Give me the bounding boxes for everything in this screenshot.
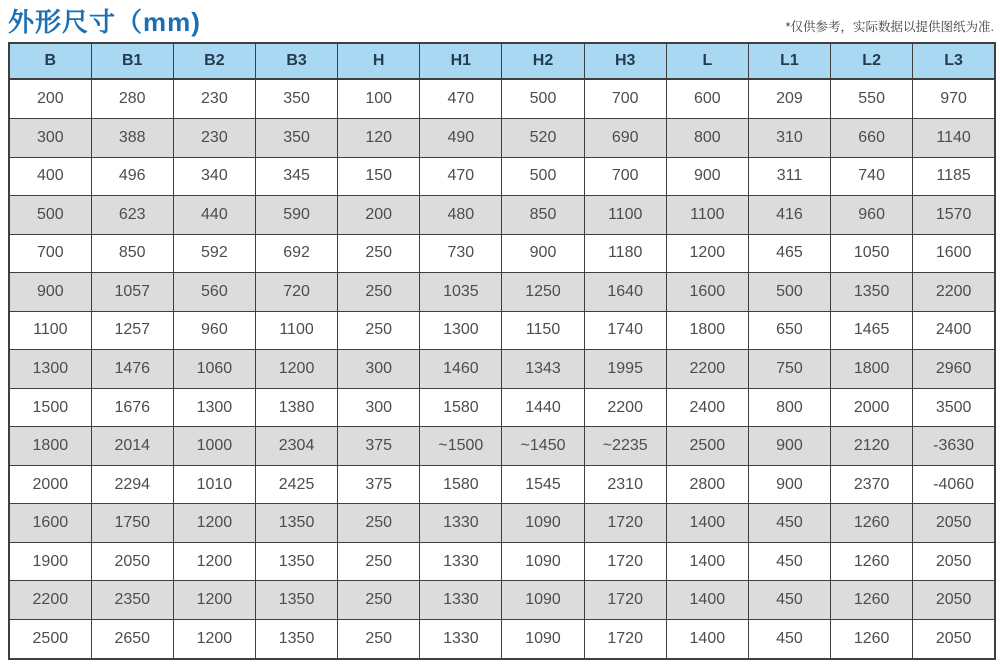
table-cell: 250 — [338, 234, 420, 273]
table-cell: 1500 — [9, 388, 91, 427]
table-cell: 496 — [91, 157, 173, 196]
table-cell: 2800 — [666, 465, 748, 504]
table-cell: 1350 — [255, 619, 337, 659]
table-cell: 900 — [666, 157, 748, 196]
table-cell: 1580 — [420, 388, 502, 427]
table-cell: 2050 — [913, 542, 995, 581]
table-cell: 200 — [9, 79, 91, 119]
table-cell: 1200 — [173, 581, 255, 620]
table-cell: 2960 — [913, 350, 995, 389]
table-cell: 1995 — [584, 350, 666, 389]
table-cell: 250 — [338, 273, 420, 312]
table-cell: 120 — [338, 119, 420, 158]
table-cell: 250 — [338, 619, 420, 659]
table-cell: 1090 — [502, 619, 584, 659]
table-cell: 300 — [9, 119, 91, 158]
table-cell: 1720 — [584, 542, 666, 581]
table-cell: 700 — [584, 157, 666, 196]
table-cell: 1720 — [584, 504, 666, 543]
table-cell: 900 — [502, 234, 584, 273]
table-cell: 1580 — [420, 465, 502, 504]
table-cell: 450 — [748, 619, 830, 659]
table-cell: 1300 — [9, 350, 91, 389]
table-cell: 230 — [173, 119, 255, 158]
table-cell: 1260 — [831, 504, 913, 543]
column-header-B: B — [9, 43, 91, 79]
table-cell: 450 — [748, 504, 830, 543]
table-row — [9, 619, 995, 659]
dimensions-table — [8, 42, 996, 660]
table-cell: 1200 — [173, 504, 255, 543]
table-cell: 970 — [913, 79, 995, 119]
table-cell: 209 — [748, 79, 830, 119]
table-cell: 500 — [502, 157, 584, 196]
table-cell: 1180 — [584, 234, 666, 273]
table-row — [9, 311, 995, 350]
table-cell: 465 — [748, 234, 830, 273]
table-cell: 660 — [831, 119, 913, 158]
table-cell: 600 — [666, 79, 748, 119]
column-header-H3: H3 — [584, 43, 666, 79]
column-header-L: L — [666, 43, 748, 79]
table-cell: 560 — [173, 273, 255, 312]
table-cell: 1330 — [420, 504, 502, 543]
table-cell: 1050 — [831, 234, 913, 273]
table-cell: 2200 — [584, 388, 666, 427]
table-cell: 592 — [173, 234, 255, 273]
table-cell: 300 — [338, 350, 420, 389]
table-cell: 590 — [255, 196, 337, 235]
table-cell: 1400 — [666, 542, 748, 581]
table-cell: 150 — [338, 157, 420, 196]
table-cell: 280 — [91, 79, 173, 119]
table-cell: 1200 — [173, 542, 255, 581]
table-cell: 690 — [584, 119, 666, 158]
table-cell: 300 — [338, 388, 420, 427]
table-cell: 2400 — [666, 388, 748, 427]
table-cell: 2120 — [831, 427, 913, 466]
table-cell: 1343 — [502, 350, 584, 389]
table-cell: 1100 — [255, 311, 337, 350]
table-cell: 350 — [255, 119, 337, 158]
table-cell: 230 — [173, 79, 255, 119]
table-cell: 1010 — [173, 465, 255, 504]
table-cell: 1600 — [913, 234, 995, 273]
table-cell: 340 — [173, 157, 255, 196]
table-cell: 2350 — [91, 581, 173, 620]
table-row — [9, 581, 995, 620]
table-cell: 490 — [420, 119, 502, 158]
table-cell: 960 — [831, 196, 913, 235]
table-cell: 2500 — [9, 619, 91, 659]
column-header-L3: L3 — [913, 43, 995, 79]
table-cell: 440 — [173, 196, 255, 235]
table-body — [9, 79, 995, 659]
table-cell: 1260 — [831, 542, 913, 581]
table-cell: 1060 — [173, 350, 255, 389]
table-cell: 1260 — [831, 581, 913, 620]
column-header-H1: H1 — [420, 43, 502, 79]
table-cell: 1350 — [255, 542, 337, 581]
table-cell: 2050 — [913, 581, 995, 620]
table-cell: 2200 — [9, 581, 91, 620]
table-cell: 692 — [255, 234, 337, 273]
table-cell: 1720 — [584, 619, 666, 659]
table-cell: 470 — [420, 157, 502, 196]
table-cell: 100 — [338, 79, 420, 119]
table-row — [9, 79, 995, 119]
table-cell: 450 — [748, 542, 830, 581]
table-row — [9, 465, 995, 504]
table-cell: 1260 — [831, 619, 913, 659]
table-cell: 850 — [91, 234, 173, 273]
table-cell: 500 — [9, 196, 91, 235]
table-cell: 700 — [584, 79, 666, 119]
table-cell: 740 — [831, 157, 913, 196]
table-cell: 1440 — [502, 388, 584, 427]
table-cell: 1100 — [666, 196, 748, 235]
table-cell: 1185 — [913, 157, 995, 196]
table-cell: 2050 — [913, 504, 995, 543]
table-cell: 1300 — [420, 311, 502, 350]
table-cell: -3630 — [913, 427, 995, 466]
table-cell: 1330 — [420, 581, 502, 620]
column-header-H: H — [338, 43, 420, 79]
table-row — [9, 350, 995, 389]
column-header-L1: L1 — [748, 43, 830, 79]
table-cell: 1200 — [173, 619, 255, 659]
table-row — [9, 542, 995, 581]
table-cell: 2425 — [255, 465, 337, 504]
table-cell: 960 — [173, 311, 255, 350]
table-cell: 250 — [338, 542, 420, 581]
table-cell: 2310 — [584, 465, 666, 504]
table-cell: 1545 — [502, 465, 584, 504]
table-row — [9, 157, 995, 196]
table-header-row — [9, 43, 995, 79]
table-cell: 750 — [748, 350, 830, 389]
column-header-B2: B2 — [173, 43, 255, 79]
table-cell: 1200 — [666, 234, 748, 273]
table-cell: 1600 — [666, 273, 748, 312]
table-cell: 850 — [502, 196, 584, 235]
table-cell: 1100 — [584, 196, 666, 235]
table-cell: ~1450 — [502, 427, 584, 466]
table-cell: 2304 — [255, 427, 337, 466]
table-cell: 1400 — [666, 504, 748, 543]
table-cell: 480 — [420, 196, 502, 235]
table-cell: 1600 — [9, 504, 91, 543]
table-cell: 470 — [420, 79, 502, 119]
table-cell: 1300 — [173, 388, 255, 427]
table-row — [9, 504, 995, 543]
table-cell: 720 — [255, 273, 337, 312]
table-cell: 900 — [9, 273, 91, 312]
table-cell: 416 — [748, 196, 830, 235]
table-cell: 2400 — [913, 311, 995, 350]
table-cell: 1800 — [831, 350, 913, 389]
table-cell: 1800 — [9, 427, 91, 466]
table-cell: 900 — [748, 465, 830, 504]
table-cell: 2500 — [666, 427, 748, 466]
table-row — [9, 273, 995, 312]
table-row — [9, 196, 995, 235]
table-cell: 2294 — [91, 465, 173, 504]
table-cell: -4060 — [913, 465, 995, 504]
table-cell: 1570 — [913, 196, 995, 235]
table-cell: 1676 — [91, 388, 173, 427]
table-cell: 1330 — [420, 619, 502, 659]
table-cell: 900 — [748, 427, 830, 466]
table-cell: 623 — [91, 196, 173, 235]
table-cell: 650 — [748, 311, 830, 350]
table-cell: 1250 — [502, 273, 584, 312]
table-cell: 1057 — [91, 273, 173, 312]
table-row — [9, 427, 995, 466]
table-cell: 250 — [338, 504, 420, 543]
header-bar — [0, 0, 1000, 42]
table-cell: 1350 — [831, 273, 913, 312]
table-cell: 1476 — [91, 350, 173, 389]
table-cell: 1150 — [502, 311, 584, 350]
table-cell: 2200 — [666, 350, 748, 389]
column-header-H2: H2 — [502, 43, 584, 79]
table-cell: 550 — [831, 79, 913, 119]
table-cell: 1000 — [173, 427, 255, 466]
table-cell: 2050 — [913, 619, 995, 659]
table-cell: 2650 — [91, 619, 173, 659]
table-cell: 1740 — [584, 311, 666, 350]
disclaimer-note: *仅供参考，实际数据以提供图纸为准. — [785, 20, 994, 34]
table-cell: 1100 — [9, 311, 91, 350]
table-cell: 500 — [502, 79, 584, 119]
table-cell: 375 — [338, 427, 420, 466]
table-cell: 311 — [748, 157, 830, 196]
table-cell: 2200 — [913, 273, 995, 312]
table-cell: 500 — [748, 273, 830, 312]
table-cell: 2050 — [91, 542, 173, 581]
table-row — [9, 388, 995, 427]
table-cell: 2370 — [831, 465, 913, 504]
table-cell: 250 — [338, 581, 420, 620]
table-cell: 350 — [255, 79, 337, 119]
table-cell: 1460 — [420, 350, 502, 389]
table-cell: 1200 — [255, 350, 337, 389]
table-cell: 2000 — [9, 465, 91, 504]
table-cell: 3500 — [913, 388, 995, 427]
column-header-B3: B3 — [255, 43, 337, 79]
column-header-L2: L2 — [831, 43, 913, 79]
table-cell: 1330 — [420, 542, 502, 581]
table-cell: 1900 — [9, 542, 91, 581]
table-cell: 1720 — [584, 581, 666, 620]
table-cell: 345 — [255, 157, 337, 196]
table-cell: 250 — [338, 311, 420, 350]
table-cell: 1800 — [666, 311, 748, 350]
table-cell: 1400 — [666, 619, 748, 659]
table-cell: 1140 — [913, 119, 995, 158]
table-cell: 1640 — [584, 273, 666, 312]
table-cell: 2014 — [91, 427, 173, 466]
table-cell: 520 — [502, 119, 584, 158]
table-cell: ~2235 — [584, 427, 666, 466]
table-cell: 310 — [748, 119, 830, 158]
table-cell: 700 — [9, 234, 91, 273]
table-cell: 400 — [9, 157, 91, 196]
table-cell: 375 — [338, 465, 420, 504]
table-cell: 1350 — [255, 504, 337, 543]
table-cell: 800 — [666, 119, 748, 158]
table-cell: 1465 — [831, 311, 913, 350]
page-title: 外形尺寸（mm) — [8, 6, 201, 37]
table-cell: 388 — [91, 119, 173, 158]
column-header-B1: B1 — [91, 43, 173, 79]
table-cell: 1400 — [666, 581, 748, 620]
table-cell: 1090 — [502, 542, 584, 581]
table-cell: 1350 — [255, 581, 337, 620]
table-cell: 1750 — [91, 504, 173, 543]
table-cell: 730 — [420, 234, 502, 273]
table-cell: 450 — [748, 581, 830, 620]
table-cell: 2000 — [831, 388, 913, 427]
table-cell: 1090 — [502, 581, 584, 620]
table-cell: 1090 — [502, 504, 584, 543]
table-cell: ~1500 — [420, 427, 502, 466]
table-cell: 1035 — [420, 273, 502, 312]
table-cell: 200 — [338, 196, 420, 235]
table-row — [9, 119, 995, 158]
table-cell: 1380 — [255, 388, 337, 427]
table-cell: 1257 — [91, 311, 173, 350]
table-cell: 800 — [748, 388, 830, 427]
table-row — [9, 234, 995, 273]
